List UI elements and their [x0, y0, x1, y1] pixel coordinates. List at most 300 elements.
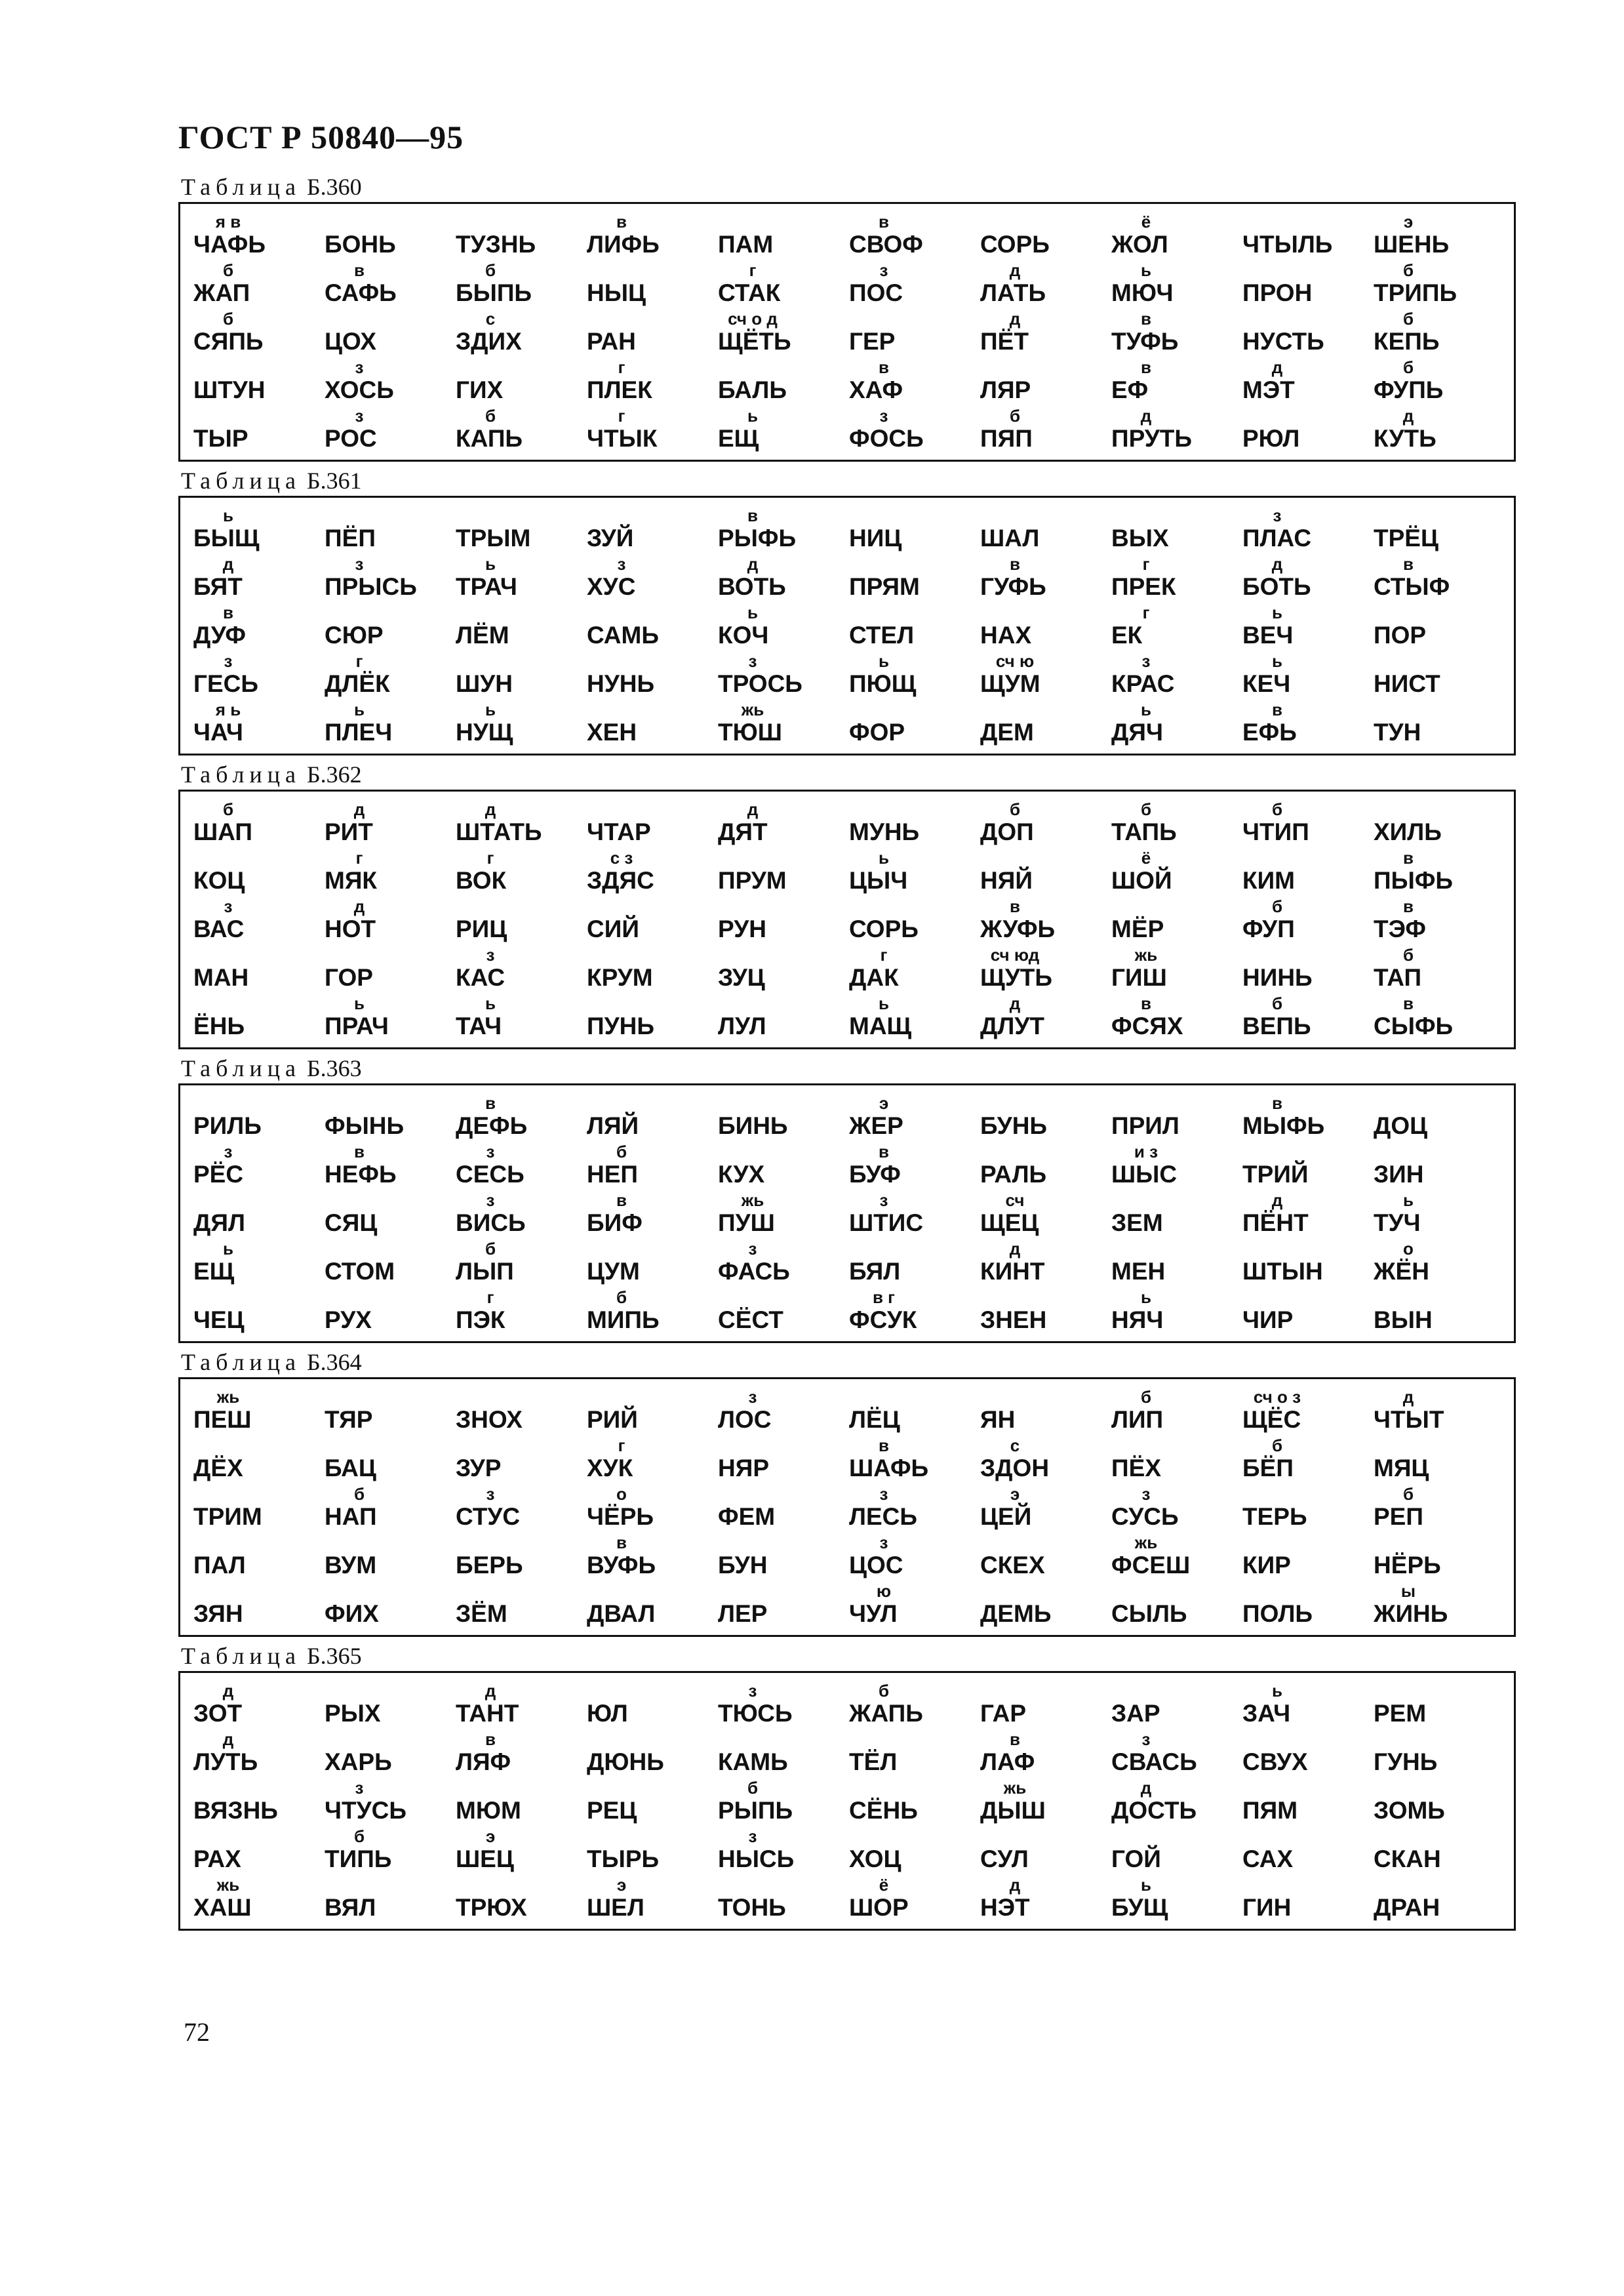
table-row	[192, 1142, 1514, 1190]
cell-annotation: в	[747, 506, 758, 525]
cell-word: БУНЬ	[980, 1112, 1048, 1139]
cell-annotation	[979, 848, 1051, 868]
table-cell	[192, 1142, 323, 1190]
cell-word: ШЫС	[1111, 1161, 1178, 1188]
cell-annotation: б	[485, 1239, 496, 1259]
cell-word: КИР	[1242, 1552, 1291, 1579]
cell-word: РАХ	[193, 1845, 241, 1872]
cell-word: ПОР	[1374, 622, 1427, 649]
cell-word: ВЫХ	[1111, 525, 1169, 552]
cell-word: ФОР	[849, 719, 905, 746]
cell-word: СУЛ	[980, 1845, 1029, 1872]
table-cell	[1372, 406, 1503, 454]
cell-annotation	[1110, 1681, 1182, 1701]
cell-annotation: б	[222, 309, 234, 329]
table-cell	[717, 554, 848, 603]
cell-annotation	[1241, 1287, 1313, 1307]
cell-annotation	[1372, 1826, 1444, 1846]
table-caption	[178, 466, 1516, 496]
cell-annotation	[585, 799, 658, 819]
cell-word: ЛАТЬ	[980, 279, 1046, 306]
table-cell	[979, 994, 1110, 1042]
cell-word: ЛЕСЬ	[849, 1503, 917, 1530]
table-cell	[979, 1484, 1110, 1533]
cell-annotation: сч ю	[995, 651, 1035, 671]
table-cell	[454, 994, 585, 1042]
cell-word: КОЧ	[718, 622, 769, 649]
table-row	[192, 309, 1514, 357]
table-cell	[848, 357, 979, 406]
table-cell	[1241, 1436, 1372, 1484]
cell-word: ПЭК	[456, 1306, 505, 1333]
cell-word: ТАПЬ	[1111, 818, 1177, 845]
cell-annotation: в	[223, 603, 233, 622]
cell-annotation: б	[485, 260, 496, 280]
table-cell	[848, 406, 979, 454]
table-cell	[1110, 1826, 1241, 1875]
cell-annotation	[585, 1826, 658, 1846]
table-caption-number: Б.364	[306, 1349, 362, 1375]
table-cell	[454, 1581, 585, 1630]
table-cell	[717, 506, 848, 554]
cell-annotation: в	[1272, 1093, 1282, 1113]
cell-annotation	[717, 896, 789, 916]
table-cell	[717, 1190, 848, 1239]
cell-annotation	[585, 309, 658, 329]
table-cell	[192, 651, 323, 700]
table-cell	[848, 554, 979, 603]
cell-word: КУТЬ	[1374, 425, 1436, 452]
table-cell	[848, 896, 979, 945]
table-cell	[848, 1681, 979, 1729]
cell-word: ПЯМ	[1242, 1797, 1298, 1824]
table-cell	[323, 848, 454, 896]
table-cell	[585, 700, 717, 748]
table-caption	[178, 1053, 1516, 1083]
table-cell	[848, 799, 979, 848]
table-cell	[585, 506, 717, 554]
table-cell	[717, 309, 848, 357]
cell-word: ЖАП	[193, 279, 250, 306]
cell-annotation	[979, 357, 1051, 377]
table-cell	[192, 309, 323, 357]
cell-annotation	[979, 1387, 1051, 1407]
table-cell	[1241, 651, 1372, 700]
cell-word: ПУНЬ	[587, 1013, 654, 1039]
cell-annotation: б	[1402, 309, 1414, 329]
cell-word: ГЕСЬ	[193, 670, 258, 697]
table-cell	[1110, 1190, 1241, 1239]
table-cell	[454, 1142, 585, 1190]
table-row	[192, 1190, 1514, 1239]
cell-annotation	[192, 1436, 264, 1455]
cell-annotation: б	[1271, 994, 1283, 1013]
table-caption-word: Таблица	[181, 1055, 301, 1081]
table-cell	[979, 1778, 1110, 1826]
cell-annotation: з	[355, 1778, 364, 1798]
table-cell	[454, 1436, 585, 1484]
table-cell	[454, 406, 585, 454]
table-cell	[1110, 1142, 1241, 1190]
cell-annotation	[848, 1778, 920, 1798]
cell-word: МАН	[193, 964, 249, 991]
table-cell	[585, 1239, 717, 1287]
cell-word: ТРИМ	[193, 1503, 262, 1530]
table-cell	[1241, 357, 1372, 406]
cell-word: ЗИН	[1374, 1161, 1424, 1188]
table-caption-word: Таблица	[181, 174, 301, 200]
cell-annotation	[1110, 1826, 1182, 1846]
cell-word: СТЫФ	[1374, 573, 1450, 600]
table-cell	[323, 1778, 454, 1826]
table-cell	[585, 554, 717, 603]
table-row	[192, 1533, 1514, 1581]
cell-word: БЫЩ	[193, 525, 260, 552]
cell-word: НЕП	[587, 1161, 638, 1188]
table-cell	[1372, 700, 1503, 748]
cell-annotation	[979, 700, 1051, 719]
table-cell	[717, 1533, 848, 1581]
cell-word: ПЛАС	[1242, 525, 1312, 552]
cell-word: ГИШ	[1111, 964, 1167, 991]
cell-word: НИСТ	[1374, 670, 1440, 697]
cell-word: ХАШ	[193, 1894, 252, 1921]
table-cell	[1241, 994, 1372, 1042]
cell-word: ТУЗНЬ	[456, 231, 536, 258]
table-cell	[1241, 1875, 1372, 1923]
table-cell	[848, 1287, 979, 1336]
table-cell	[585, 309, 717, 357]
table-block	[178, 466, 1516, 755]
cell-word: ЛЁМ	[456, 622, 509, 649]
cell-word: ТЫРЬ	[587, 1845, 660, 1872]
table-cell	[192, 945, 323, 994]
cell-annotation	[454, 1387, 526, 1407]
cell-annotation: б	[1271, 1436, 1283, 1455]
cell-word: ЦЕЙ	[980, 1503, 1032, 1530]
cell-annotation	[585, 603, 658, 622]
cell-annotation	[1372, 1778, 1444, 1798]
cell-annotation	[848, 309, 920, 329]
table-cell	[1110, 212, 1241, 260]
table-cell	[1241, 212, 1372, 260]
table-cell	[192, 1681, 323, 1729]
table-cell	[454, 309, 585, 357]
cell-annotation: д	[747, 799, 759, 819]
cell-word: ЖИНЬ	[1374, 1600, 1448, 1627]
cell-word: РЕМ	[1374, 1700, 1427, 1727]
cell-word: СВОФ	[849, 231, 923, 258]
cell-word: ФЕМ	[718, 1503, 776, 1530]
cell-annotation: в	[1010, 1729, 1020, 1749]
table-cell	[1110, 357, 1241, 406]
cell-word: ЩЕЦ	[980, 1209, 1039, 1236]
cell-word: ПОС	[849, 279, 903, 306]
cell-annotation: з	[879, 260, 888, 280]
cell-word: ЖУФЬ	[980, 916, 1056, 942]
table-cell	[454, 357, 585, 406]
cell-word: ТЯР	[325, 1406, 373, 1433]
cell-word: ЩЁТЬ	[718, 328, 791, 355]
cell-word: ШЕЦ	[456, 1845, 514, 1872]
table-cell	[1110, 945, 1241, 994]
cell-word: ПЮЩ	[849, 670, 917, 697]
cell-word: БАЛЬ	[718, 376, 787, 403]
cell-word: НИЦ	[849, 525, 902, 552]
cell-word: МАЩ	[849, 1013, 912, 1039]
cell-annotation: д	[353, 799, 365, 819]
cell-annotation: в	[485, 1093, 496, 1113]
cell-annotation	[323, 1436, 395, 1455]
cell-annotation	[979, 603, 1051, 622]
cell-word: ЛОС	[718, 1406, 772, 1433]
cell-annotation	[454, 1778, 526, 1798]
cell-word: ЗЯН	[193, 1600, 243, 1627]
table-cell	[323, 1533, 454, 1581]
cell-word: ЕЩ	[718, 425, 759, 452]
table-cell	[1372, 1287, 1503, 1336]
table-cell	[585, 1681, 717, 1729]
table-cell	[323, 1287, 454, 1336]
cell-annotation	[1241, 945, 1313, 965]
table-cell	[717, 1287, 848, 1336]
cell-word: ПЁП	[325, 525, 376, 552]
cell-annotation	[717, 212, 789, 232]
table-cell	[1241, 799, 1372, 848]
cell-annotation: з	[748, 1239, 757, 1259]
table-cell	[1241, 1093, 1372, 1142]
cell-annotation: г	[1142, 554, 1150, 574]
table-row	[192, 212, 1514, 260]
cell-word: НЫСЬ	[718, 1845, 795, 1872]
cell-word: ПОЛЬ	[1242, 1600, 1313, 1627]
cell-word: ДЁХ	[193, 1455, 243, 1481]
cell-word: РЫПЬ	[718, 1797, 793, 1824]
cell-annotation: ё	[879, 1875, 889, 1895]
cell-word: ЗУР	[456, 1455, 502, 1481]
table-cell	[454, 554, 585, 603]
cell-word: ЧТЫЛЬ	[1242, 231, 1333, 258]
cell-annotation	[454, 603, 526, 622]
table-cell	[192, 799, 323, 848]
table-cell	[1110, 799, 1241, 848]
table-cell	[1241, 1287, 1372, 1336]
cell-word: МЯК	[325, 867, 377, 894]
table-cell	[585, 1093, 717, 1142]
table-cell	[848, 506, 979, 554]
cell-word: НАХ	[980, 622, 1032, 649]
cell-annotation	[192, 357, 264, 377]
cell-annotation: з	[879, 406, 888, 426]
cell-annotation: д	[1402, 1387, 1414, 1407]
cell-annotation	[848, 506, 920, 525]
cell-annotation	[585, 1581, 658, 1601]
cell-word: НЯЧ	[1111, 1306, 1164, 1333]
cell-word: РЮЛ	[1242, 425, 1300, 452]
cell-annotation	[192, 994, 264, 1013]
cell-word: МЯЦ	[1374, 1455, 1429, 1481]
table-cell	[192, 1190, 323, 1239]
cell-word: БИФ	[587, 1209, 643, 1236]
cell-annotation: в	[1141, 357, 1151, 377]
cell-annotation: д	[1009, 1875, 1021, 1895]
cell-word: СЕСЬ	[456, 1161, 525, 1188]
cell-annotation: д	[222, 1681, 234, 1701]
cell-annotation	[979, 1142, 1051, 1161]
table-cell	[717, 896, 848, 945]
table-caption-number: Б.361	[306, 468, 362, 494]
cell-word: ЛИФЬ	[587, 231, 660, 258]
table-cell	[717, 1729, 848, 1778]
cell-annotation	[192, 1484, 264, 1504]
table-cell	[1372, 1778, 1503, 1826]
table-cell	[1110, 506, 1241, 554]
cell-word: ФАСЬ	[718, 1258, 790, 1285]
cell-word: ТЮСЬ	[718, 1700, 793, 1727]
cell-annotation: жь	[1134, 945, 1158, 965]
table-cell	[323, 1875, 454, 1923]
cell-annotation	[1372, 1436, 1444, 1455]
cell-word: ЕЩ	[193, 1258, 235, 1285]
table-cell	[1241, 309, 1372, 357]
cell-word: КАПЬ	[456, 425, 523, 452]
cell-annotation: з	[486, 1190, 495, 1210]
table-cell	[1110, 848, 1241, 896]
syllable-table	[178, 1377, 1516, 1637]
table-cell	[1110, 700, 1241, 748]
cell-word: ЛЁЦ	[849, 1406, 900, 1433]
cell-annotation: з	[879, 1533, 888, 1552]
cell-annotation	[717, 848, 789, 868]
table-cell	[848, 1533, 979, 1581]
table-cell	[979, 1581, 1110, 1630]
cell-word: ЗОТ	[193, 1700, 243, 1727]
syllable-table	[178, 1671, 1516, 1931]
cell-annotation	[848, 896, 920, 916]
cell-annotation	[717, 1484, 789, 1504]
table-cell	[1241, 260, 1372, 309]
cell-word: ЦУМ	[587, 1258, 640, 1285]
cell-annotation: ь	[1272, 1681, 1282, 1701]
cell-word: ПРОН	[1242, 279, 1313, 306]
table-cell	[323, 603, 454, 651]
table-cell	[717, 406, 848, 454]
cell-word: ПЁХ	[1111, 1455, 1162, 1481]
cell-word: ДОП	[980, 818, 1034, 845]
cell-word: ПЁНТ	[1242, 1209, 1309, 1236]
table-cell	[454, 1190, 585, 1239]
table-cell	[323, 309, 454, 357]
cell-word: ТРИПЬ	[1374, 279, 1457, 306]
cell-word: СЫФЬ	[1374, 1013, 1454, 1039]
cell-word: СТОМ	[325, 1258, 395, 1285]
table-cell	[585, 896, 717, 945]
table-cell	[717, 1875, 848, 1923]
table-cell	[1110, 994, 1241, 1042]
table-cell	[848, 603, 979, 651]
cell-word: ЧЕЦ	[193, 1306, 245, 1333]
cell-annotation: ь	[354, 700, 365, 719]
table-cell	[717, 603, 848, 651]
table-row	[192, 506, 1514, 554]
cell-annotation	[1241, 1484, 1313, 1504]
cell-annotation	[717, 1093, 789, 1113]
cell-annotation: э	[485, 1826, 496, 1846]
table-cell	[454, 700, 585, 748]
cell-annotation	[1110, 1436, 1182, 1455]
cell-annotation	[585, 1778, 658, 1798]
table-cell	[454, 1729, 585, 1778]
table-cell	[323, 1436, 454, 1484]
table-cell	[848, 1778, 979, 1826]
cell-annotation: ь	[1403, 1190, 1414, 1210]
cell-word: МУНЬ	[849, 818, 920, 845]
cell-word: ЗАЧ	[1242, 1700, 1291, 1727]
cell-word: ВОТЬ	[718, 573, 786, 600]
cell-word: ПЛЕЧ	[325, 719, 393, 746]
cell-annotation: ы	[1400, 1581, 1416, 1601]
table-cell	[1110, 260, 1241, 309]
table-cell	[717, 651, 848, 700]
table-cell	[1372, 1681, 1503, 1729]
cell-annotation: и з	[1134, 1142, 1159, 1161]
cell-annotation: г	[355, 848, 363, 868]
document-header: ГОСТ Р 50840—95	[178, 119, 464, 155]
cell-word: МЁР	[1111, 916, 1164, 942]
table-cell	[979, 848, 1110, 896]
cell-word: ШТИС	[849, 1209, 924, 1236]
cell-word: ЗОМЬ	[1374, 1797, 1445, 1824]
table-cell	[323, 1681, 454, 1729]
cell-word: СЯЦ	[325, 1209, 378, 1236]
table-cell	[717, 1142, 848, 1190]
table-row	[192, 260, 1514, 309]
cell-annotation	[585, 1387, 658, 1407]
cell-word: ЧТУСЬ	[325, 1797, 406, 1824]
cell-annotation: я в	[215, 212, 241, 232]
cell-annotation: ё	[1141, 848, 1151, 868]
table-cell	[192, 994, 323, 1042]
cell-word: ЧАЧ	[193, 719, 243, 746]
table-cell	[585, 1190, 717, 1239]
cell-annotation: з	[1141, 1729, 1151, 1749]
cell-annotation	[323, 1287, 395, 1307]
cell-word: ВУФЬ	[587, 1552, 656, 1579]
cell-annotation	[192, 1778, 264, 1798]
cell-word: ЦОХ	[325, 328, 377, 355]
table-cell	[848, 1093, 979, 1142]
table-cell	[1110, 1729, 1241, 1778]
cell-word: ЛЕР	[718, 1600, 768, 1627]
cell-word: ПРУМ	[718, 867, 787, 894]
table-cell	[454, 1826, 585, 1875]
cell-annotation: д	[222, 1729, 234, 1749]
cell-annotation: в	[616, 212, 627, 232]
cell-word: НЭТ	[980, 1894, 1030, 1921]
cell-annotation	[323, 1190, 395, 1210]
cell-annotation	[585, 1729, 658, 1749]
cell-word: ВЯЛ	[325, 1894, 376, 1921]
cell-word: БЯТ	[193, 573, 243, 600]
table-cell	[585, 1387, 717, 1436]
table-cell	[323, 1093, 454, 1142]
cell-word: ТАНТ	[456, 1700, 519, 1727]
table-cell	[717, 700, 848, 748]
cell-annotation	[717, 1533, 789, 1552]
cell-word: ТЮШ	[718, 719, 782, 746]
cell-word: ГУНЬ	[1374, 1748, 1438, 1775]
cell-annotation	[192, 1826, 264, 1846]
